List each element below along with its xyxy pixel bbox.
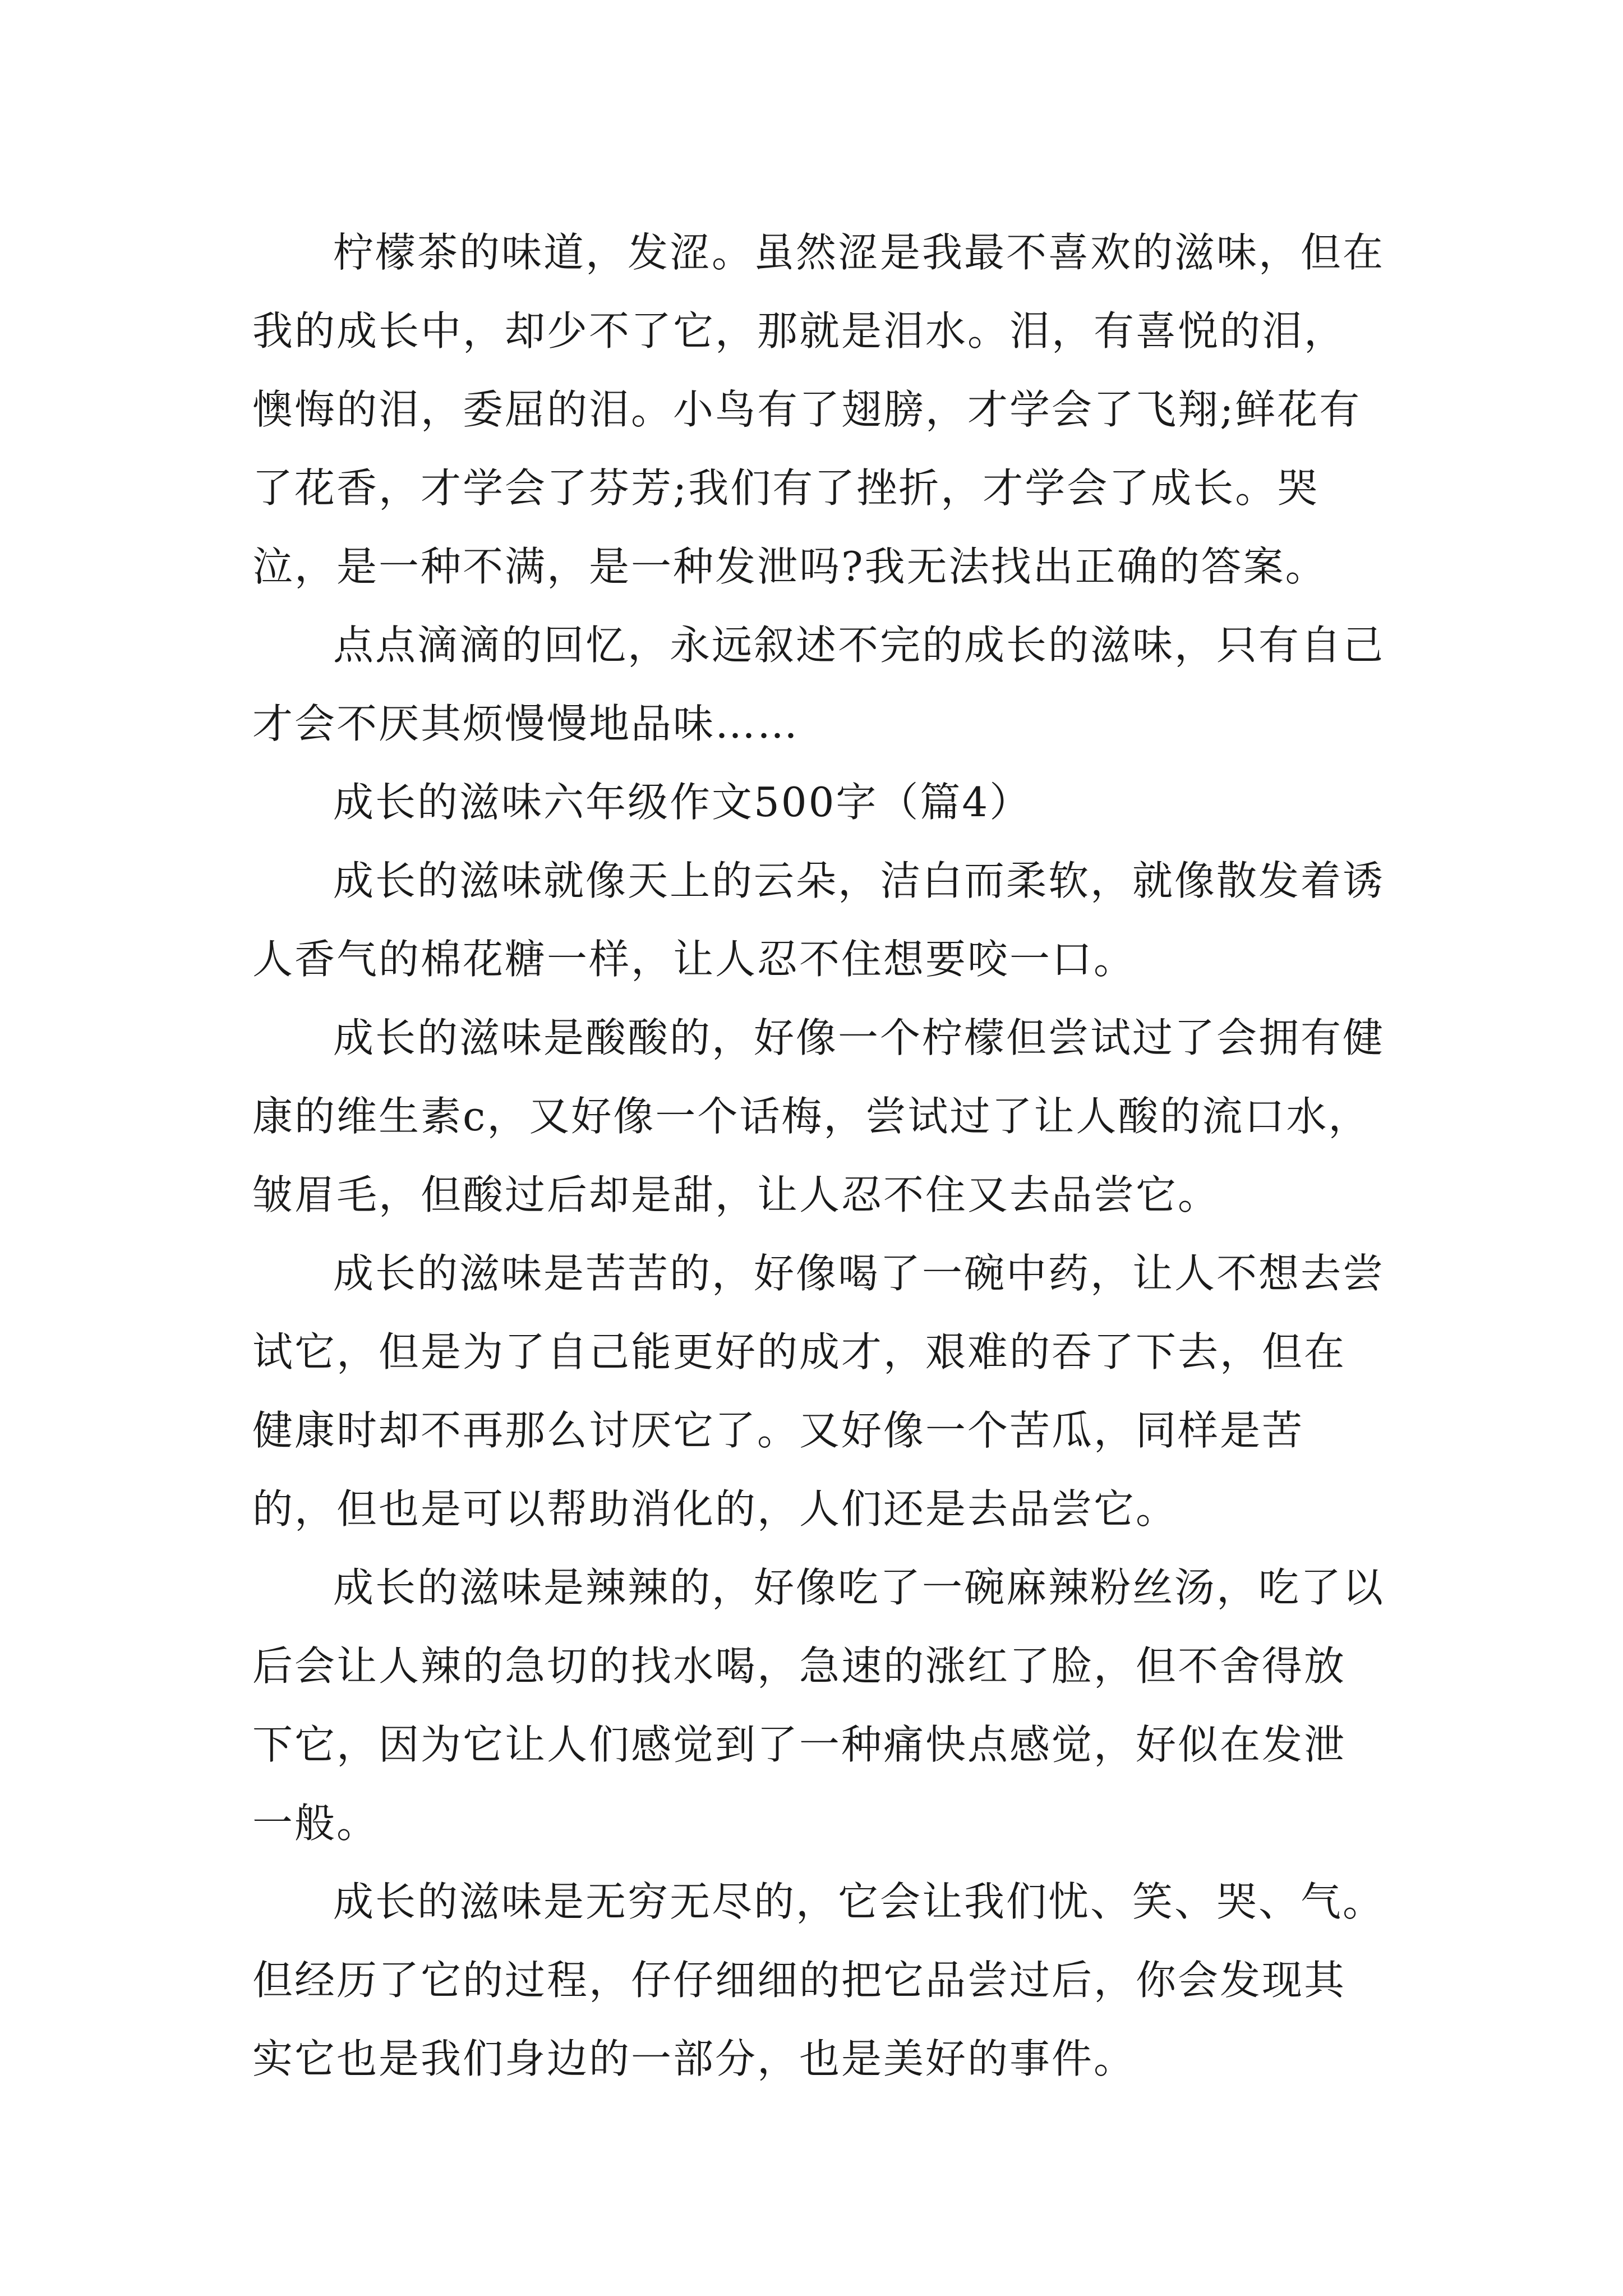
paragraph-clouds: 成长的滋味就像天上的云朵，洁白而柔软，就像散发着诱人香气的棉花糖一样，让人忍不住想要咬一口。 (252, 857, 1385, 983)
paragraph-spicy: 成长的滋味是辣辣的，好像吃了一碗麻辣粉丝汤，吃了以后会让人辣的急切的找水喝，急速的涨红了脸，但不舍得放下它，因为它让人们感觉到了一种痛快点感觉，好似在发泄一般。 (252, 1564, 1385, 1847)
paragraph-bitter: 成长的滋味是苦苦的，好像喝了一碗中药，让人不想去尝试它，但是为了自己能更好的成才，艰难的吞了下去，但在健康时却不再那么讨厌它了。又好像一个苦瓜，同样是苦的，但也是可以帮助消化的，人们还是去品尝它。 (252, 1250, 1385, 1533)
section-heading: 成长的滋味六年级作文500字（篇4） (333, 779, 1032, 826)
paragraph-endless: 成长的滋味是无穷无尽的，它会让我们忧、笑、哭、气。但经历了它的过程，仔仔细细的把它品尝过后，你会发现其实它也是我们身边的一部分，也是美好的事件。 (252, 1878, 1385, 2082)
paragraph-sour: 成长的滋味是酸酸的，好像一个柠檬但尝试过了会拥有健康的维生素c，又好像一个话梅，尝试过了让人酸的流口水，皱眉毛，但酸过后却是甜，让人忍不住又去品尝它。 (252, 1014, 1385, 1218)
document-body (252, 213, 1385, 2098)
paragraph-lemon-tea: 柠檬茶的味道，发涩。虽然涩是我最不喜欢的滋味，但在我的成长中，却少不了它，那就是泪水。泪，有喜悦的泪，懊悔的泪，委屈的泪。小鸟有了翅膀，才学会了飞翔;鲜花有了花香，才学会了芬芳;我们有了挫折，才学会了成长。哭泣，是一种不满，是一种发泄吗?我无法找出正确的答案。 (252, 229, 1385, 590)
paragraph-memories: 点点滴滴的回忆，永远叙述不完的成长的滋味，只有自己才会不厌其烦慢慢地品味…… (252, 622, 1385, 747)
